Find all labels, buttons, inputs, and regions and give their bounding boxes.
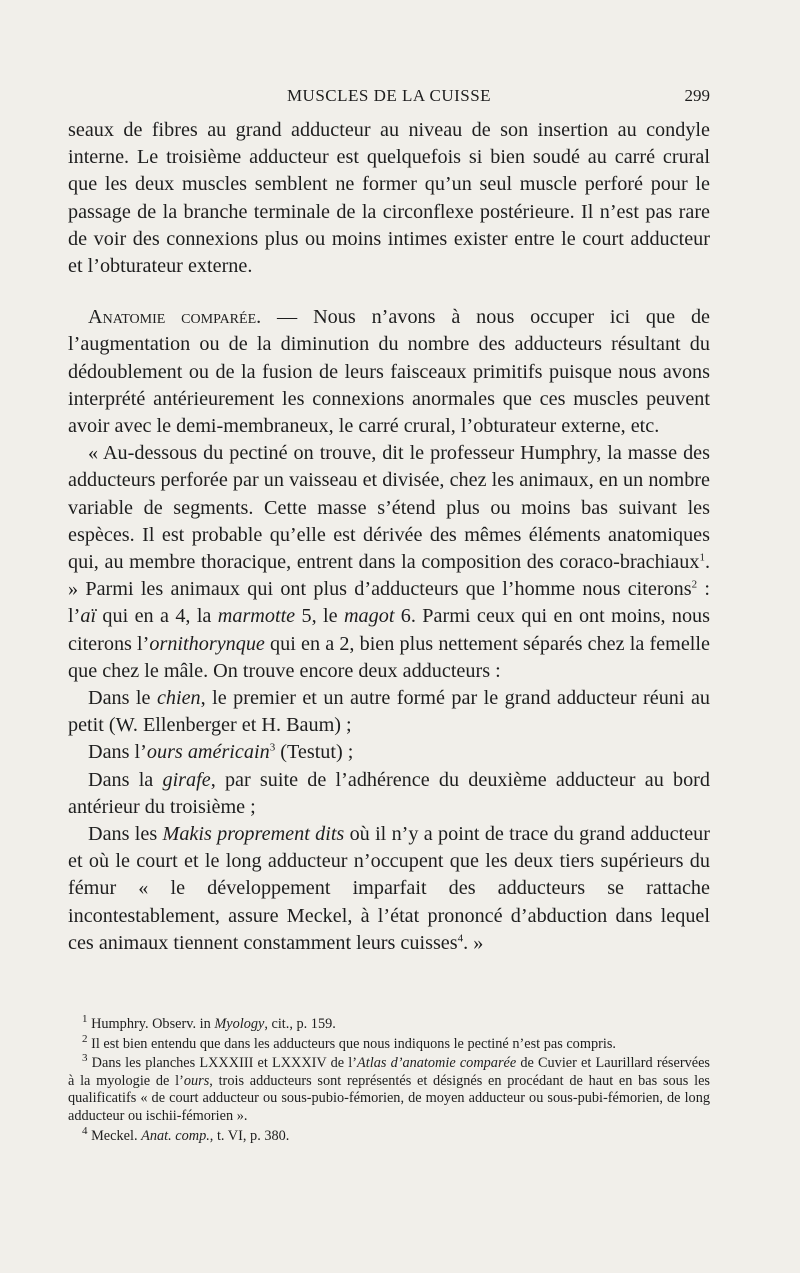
page-number: 299 xyxy=(684,86,710,105)
section-heading: Anatomie comparée. xyxy=(88,306,262,329)
footnote-ref-2: 2 xyxy=(691,578,698,591)
footnotes xyxy=(68,1013,710,1147)
running-title: MUSCLES DE LA CUISSE xyxy=(286,86,492,105)
paragraph-girafe: Dans la girafe, par suite de l’adhérence du deuxième adducteur au bord antérieur du troisième ; xyxy=(68,768,710,818)
paragraph-1: seaux de fibres au grand adducteur au niveau de son insertion au condyle interne. Le troisième adducteur est quelquefois si bien soudé au carré crural que les deux muscles semblent ne former qu’un seul muscle perforé pour le passage de la branche terminale de la circonflexe postérieure. Il n’est pas rare de voir des connexions plus ou moins intimes exister entre le court adducteur et l’obturateur externe. xyxy=(68,119,710,278)
footnote-ref-3: 3 xyxy=(269,741,276,754)
footnote-1: $^1$ Humphry. Observ. in Myology, cit., p. 159. xyxy=(82,1013,336,1032)
paragraph-ours: Dans l’ours américain$^3$ (Testut) ; xyxy=(88,741,354,764)
main-text xyxy=(68,117,710,957)
footnote-2: $^2$ Il est bien entendu que dans les adducteurs que nous indiquons le pectiné n’est pas compris. xyxy=(82,1032,616,1052)
page-header xyxy=(68,86,710,112)
footnote-3: $^3$ Dans les planches LXXXIII et LXXXIV de l’Atlas d’anatomie comparée de Cuvier et Laurillard réservées à la myologie de l’ours, trois adducteurs sont représentés et désignés en procédant de haut en bas sous les qualificatifs « de court adducteur ou sous-pubio-fémorien, de moyen adducteur ou sous-pubi-fémorien, de long adducteur ou ischii-fémorien ». xyxy=(68,1052,710,1124)
footnote-ref-4: 4 xyxy=(457,932,464,945)
footnote-4: $^4$ Meckel. Anat. comp., t. VI, p. 380. xyxy=(82,1124,290,1144)
paragraph-chien: Dans le chien, le premier et un autre formé par le grand adducteur réuni au petit (W. Ellenberger et H. Baum) ; xyxy=(68,687,710,737)
footnote-ref-1: 1 xyxy=(699,551,705,564)
paragraph-makis: Dans les Makis proprement dits où il n’y a point de trace du grand adducteur et où le court et le long adducteur n’occupent que les deux tiers supérieurs du fémur « le développement imparfait des adducteurs se rattache incontestablement, assure Meckel, à l’état prononcé d’abduction dans lequel ces animaux tiennent constamment leurs cuisses$^4$. » xyxy=(68,823,710,954)
paragraph-comparative-anatomy: Anatomie comparée. — Nous n’avons à nous occuper ici que de l’augmentation ou de la diminution du nombre des adducteurs résultant du dédoublement ou de la fusion de leurs faisceaux primitifs puisque nous avons interprété antérieurement les connexions anormales que ces muscles peuvent avoir avec le demi-membraneux, le carré crural, l’obturateur externe, etc. xyxy=(68,306,710,438)
paragraph-humphry-quote: « Au-dessous du pectiné on trouve, dit le professeur Humphry, la masse des adducteurs perforée par un vaisseau et divisée, chez les animaux, en un nombre variable de segments. Cette masse s’étend plus ou moins bas suivant les espèces. Il est probable qu’elle est dérivée des mêmes éléments anatomiques qui, au membre thoracique, entrent dans la composition des coraco-brachiaux$^1$. » Parmi les animaux qui ont plus d’adducteurs que l’homme nous citerons$^2$ : l’aï qui en a 4, la marmotte 5, le magot 6. Parmi ceux qui en ont moins, nous citerons l’ornithorynque qui en a 2, bien plus nettement séparés chez la femelle que chez le mâle. On trouve encore deux adducteurs : xyxy=(68,442,711,682)
